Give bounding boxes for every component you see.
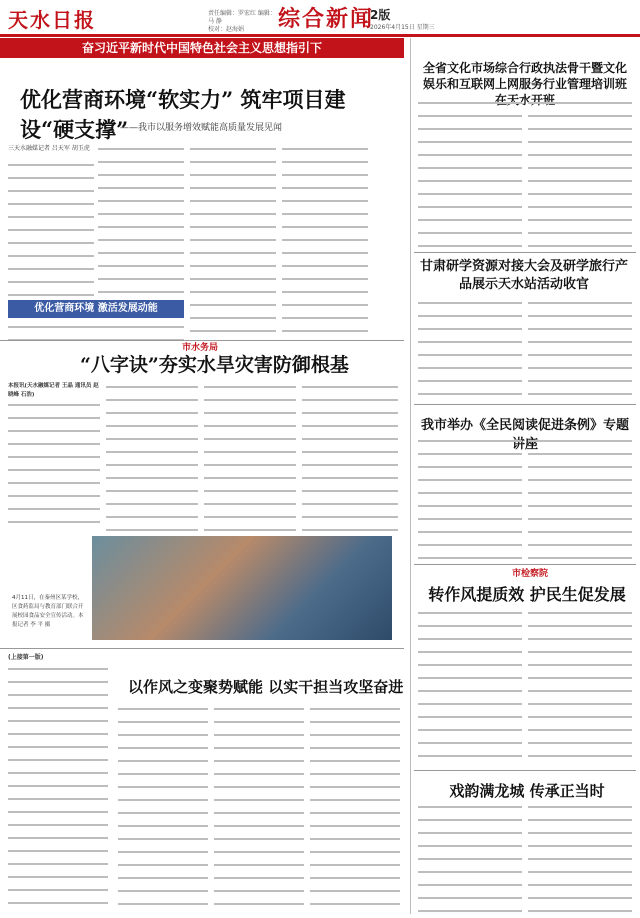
article3-continued-tag: (上接第一版) [8, 654, 44, 661]
right-headline-1: 全省文化市场综合行政执法骨干暨文化娱乐和互联网上网服务行业管理培训班在天水开班 [422, 61, 627, 107]
article1-headline: 优化营商环境“软实力” 筑牢项目建设“硬支撑” [20, 87, 346, 142]
right2-text-col2 [528, 298, 632, 402]
right-divider-1 [414, 252, 636, 253]
right-divider-3 [414, 564, 636, 565]
article2-text-col2 [106, 382, 198, 532]
divider-rule-2 [0, 648, 404, 649]
article1-text-col1 [8, 160, 94, 296]
header-rule [0, 34, 640, 37]
article2-byline: 本报讯(天水融媒记者 王晶 通讯员 赵晓峰 石浩) [8, 383, 99, 398]
news-photo [92, 536, 392, 640]
right-headline-5: 戏韵满龙城 传承正当时 [449, 782, 605, 800]
proofreader-line: 校对：赵海娟 [208, 26, 245, 33]
section-title: 综合新闻 [278, 7, 375, 32]
right-divider-4 [414, 770, 636, 771]
right-headline-2: 甘肃研学资源对接大会及研学旅行产品展示天水站活动收官 [419, 259, 628, 292]
editor-line: 责任编辑：罗宏红 编辑：马 静 [208, 10, 276, 25]
right4-tag: 市检察院 [512, 569, 549, 579]
newspaper-logo: 天水日报 [8, 8, 96, 32]
article3-text-col1 [8, 664, 108, 914]
article2-text-col1 [8, 382, 100, 532]
article1-section-bar: 优化营商环境 激活发展动能 [8, 300, 184, 318]
right5-text-col2 [528, 802, 632, 914]
right2-text-col1 [418, 298, 522, 402]
article1-subhead: ——我市以服务增效赋能高质量发展见闻 [120, 123, 283, 133]
article2-tag: 市水务局 [182, 343, 219, 353]
article3-headline: 以作风之变聚势赋能 以实干担当攻坚奋进 [128, 678, 404, 696]
article2-headline: “八字诀”夯实水旱灾害防御根基 [80, 354, 349, 376]
right3-text-col2 [528, 436, 632, 560]
right-divider-2 [414, 404, 636, 405]
article3-text-col3 [214, 704, 304, 914]
right-headline-3: 我市举办《全民阅读促进条例》专题讲座 [420, 418, 629, 452]
right1-text-col2 [528, 98, 632, 248]
article2-text-col4 [302, 382, 398, 532]
theme-banner: 奋习近平新时代中国特色社会主义思想指引下 [0, 38, 404, 58]
right-headline-4: 转作风提质效 护民生促发展 [428, 585, 626, 604]
article2-text-col3 [204, 382, 296, 532]
right1-text-col1 [418, 98, 522, 248]
issue-date: 2026年4月15日 星期三 [370, 24, 435, 31]
right3-text-col1 [418, 436, 522, 560]
column-divider [410, 38, 411, 914]
article1-text-col4 [282, 144, 368, 334]
article1-text-col3 [190, 144, 276, 334]
article1-text-col2 [98, 144, 184, 296]
page-number: 2版 [370, 8, 391, 22]
article1-byline: 三天水融媒记者 吕天军 胡玉虎 [8, 145, 90, 152]
right4-text-col2 [528, 608, 632, 768]
right4-text-col1 [418, 608, 522, 768]
editor-credits [208, 10, 278, 34]
photo-caption: 4月11日，在秦州区某学校，区食药监局与教育部门联合开展校园食品安全宣传活动。本报记者 李 平 摄 [12, 595, 84, 628]
article3-text-col2 [118, 704, 208, 914]
article3-text-col4 [310, 704, 400, 914]
right5-text-col1 [418, 802, 522, 914]
article1-text-col1b [8, 322, 184, 340]
